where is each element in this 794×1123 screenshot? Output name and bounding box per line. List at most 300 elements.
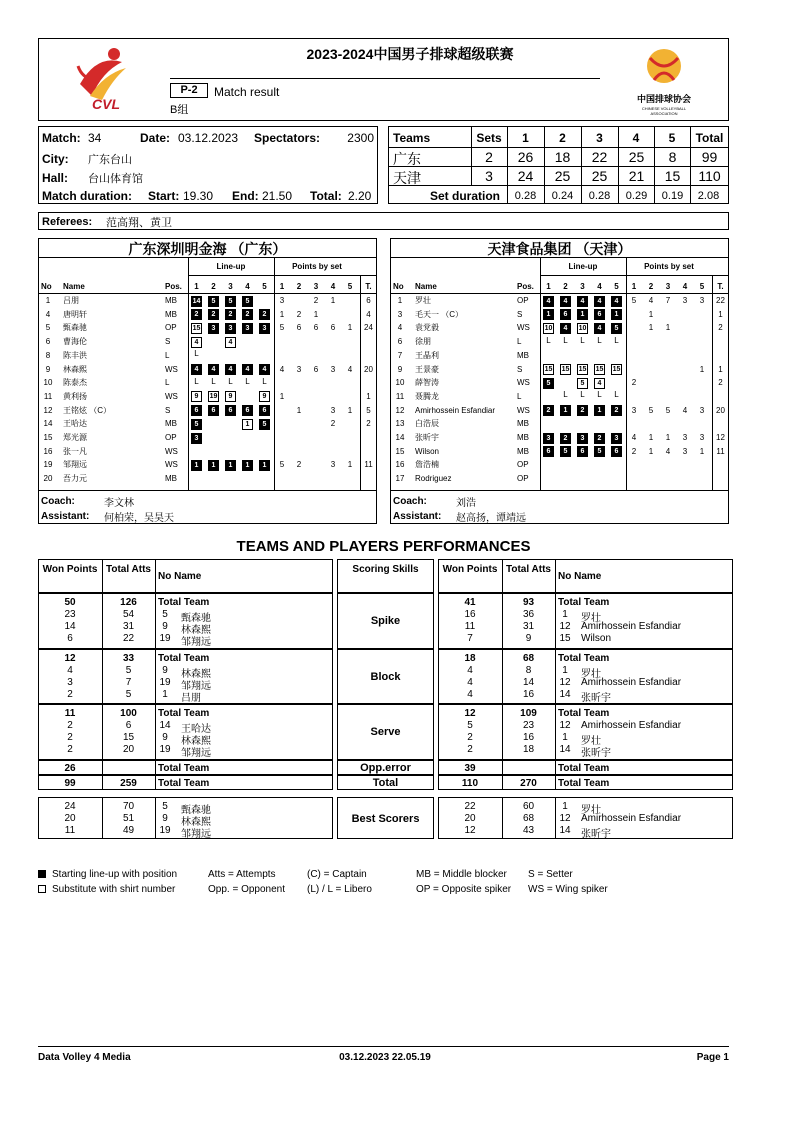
won-header: Won Points <box>442 564 498 575</box>
lineup-cell: 15 <box>192 324 201 332</box>
coach-name: 李文林 <box>104 498 134 509</box>
player-number: 6 <box>45 337 51 347</box>
player-name: 甄森驰 <box>63 323 87 333</box>
player-no: 19 <box>159 676 171 688</box>
lineup-cell: 3 <box>208 323 219 334</box>
score-h-5: 5 <box>668 131 676 145</box>
points-header: Points by set <box>644 262 694 271</box>
total-atts: 23 <box>522 720 535 731</box>
set-points: 3 <box>330 364 336 374</box>
lineup-cell: 4 <box>191 337 202 348</box>
assistant-label: Assistant: <box>393 511 442 522</box>
score-line-3 <box>388 185 729 186</box>
col-pos: Pos. <box>517 282 534 291</box>
lineup-cell: L <box>245 376 250 386</box>
player-position: L <box>517 337 522 347</box>
total-atts: 8 <box>525 664 532 676</box>
match-number-label: Match: <box>42 131 81 145</box>
lineup-cell: 2 <box>191 309 202 320</box>
set-duration: 0.28 <box>588 190 611 202</box>
points-set-header: 1 <box>279 282 285 291</box>
player-number: 7 <box>397 350 403 360</box>
player-no: 12 <box>559 813 571 824</box>
player-no: 14 <box>559 825 571 836</box>
total-atts: 54 <box>122 609 135 620</box>
player-name: 林森熙 <box>181 668 211 680</box>
lineup-cell: L <box>228 376 233 386</box>
player-position: WS <box>517 405 530 415</box>
player-name: Amirhossein Esfandiar <box>581 813 682 824</box>
player-position: S <box>165 405 171 415</box>
score-set-points: 21 <box>628 168 645 184</box>
lineup-cell: 5 <box>611 323 622 334</box>
header-line <box>390 293 729 294</box>
total-atts: 33 <box>122 652 135 664</box>
set-points: 3 <box>682 296 688 305</box>
player-position: WS <box>165 391 178 401</box>
cvl-logo <box>72 44 132 114</box>
perf-opp-div1 <box>502 760 503 775</box>
set-points: 6 <box>330 323 336 333</box>
player-name: Wilson <box>415 446 440 456</box>
city-label: City: <box>42 152 69 166</box>
player-number: 12 <box>395 405 405 415</box>
set-points: 3 <box>682 433 688 442</box>
player-total: 20 <box>364 364 373 374</box>
player-no: 15 <box>559 633 571 644</box>
score-h-2: 2 <box>559 131 566 145</box>
set-points: 3 <box>699 296 705 305</box>
player-name: Amirhossein Esfandiar <box>581 676 682 688</box>
won-points: 12 <box>464 708 476 719</box>
player-number: 10 <box>395 378 405 388</box>
lineup-cell: 2 <box>594 433 605 444</box>
player-position: MB <box>165 419 177 429</box>
player-total: 2 <box>366 419 371 429</box>
set-points: 2 <box>330 419 336 429</box>
player-total: 1 <box>718 364 723 374</box>
lineup-cell: 10 <box>578 324 587 332</box>
lineup-cell: 2 <box>225 309 236 320</box>
player-no: 5 <box>162 609 168 620</box>
player-total: 22 <box>716 296 725 305</box>
total-atts: 5 <box>125 688 132 700</box>
footer-center: 03.12.2023 22.05.19 <box>339 1052 431 1063</box>
player-name: Total Team <box>558 597 610 608</box>
lineup-cell: 6 <box>611 446 622 457</box>
lineup-cell: 15 <box>612 366 621 373</box>
page-subtitle: Match result <box>214 85 280 99</box>
player-no: 12 <box>559 720 571 731</box>
player-position: L <box>517 391 522 401</box>
player-no: 1 <box>562 664 568 676</box>
player-number: 15 <box>43 433 53 442</box>
player-name: 唐明轩 <box>63 309 87 319</box>
player-total: 4 <box>366 309 371 319</box>
set-points: 4 <box>631 433 637 442</box>
total-divider <box>360 275 361 490</box>
won-points: 12 <box>464 825 476 836</box>
player-number: 10 <box>43 378 53 388</box>
total-atts: 7 <box>125 676 132 688</box>
player-total: 11 <box>364 460 373 470</box>
player-name: 王铭炫 （C） <box>63 405 111 415</box>
player-name: Amirhossein Esfandiar <box>581 621 682 632</box>
lineup-cell: 6 <box>259 405 270 416</box>
score-team-name: 广东 <box>393 151 421 167</box>
noname-header: No Name <box>558 571 602 582</box>
set-points: 7 <box>665 296 671 305</box>
set-points: 1 <box>279 391 285 401</box>
player-number: 15 <box>395 446 405 456</box>
player-position: OP <box>517 296 529 305</box>
team-name: 广东深圳明金海 （广东） <box>128 241 287 257</box>
lineup-cell: 9 <box>191 391 202 402</box>
perf-title: TEAMS AND PLAYERS PERFORMANCES <box>236 538 531 555</box>
title-underline <box>170 78 600 79</box>
set-points: 1 <box>347 323 353 333</box>
won-points: 4 <box>467 676 473 688</box>
set-points: 6 <box>313 364 319 374</box>
score-total: 99 <box>701 149 718 165</box>
player-position: WS <box>517 378 530 388</box>
player-name: 邹翔远 <box>181 748 211 759</box>
set-points: 1 <box>665 323 671 333</box>
player-name: Amirhossein Esfandiar <box>581 720 682 731</box>
lineup-cell: 3 <box>242 323 253 334</box>
points-set-header: 4 <box>330 282 336 291</box>
perf-opp-div1 <box>102 760 103 775</box>
lineup-cell: 2 <box>242 309 253 320</box>
player-no: 19 <box>159 633 171 644</box>
lineup-cell: 6 <box>208 405 219 416</box>
col-name: Name <box>63 282 85 291</box>
player-total: 6 <box>366 296 371 305</box>
set-duration: 0.19 <box>661 190 684 202</box>
player-no: 1 <box>162 688 168 700</box>
player-number: 19 <box>43 460 53 470</box>
score-set-points: 25 <box>591 168 608 184</box>
set-points: 3 <box>699 433 705 442</box>
player-no: 12 <box>559 621 571 632</box>
lineup-cell: 4 <box>543 296 554 307</box>
total-atts: 6 <box>125 720 132 731</box>
lineup-cell: 3 <box>577 433 588 444</box>
player-position: MB <box>165 474 177 484</box>
score-set-points: 15 <box>664 168 681 184</box>
lineup-cell: 19 <box>209 393 218 401</box>
player-name: 邹翔远 <box>181 637 211 648</box>
player-name: 曹海伦 <box>63 337 87 347</box>
set-points: 5 <box>665 405 671 415</box>
legend-sub-marker <box>38 885 46 893</box>
total-atts: 70 <box>122 801 135 812</box>
lineup-cell: L <box>563 390 568 400</box>
player-no: 12 <box>559 676 571 688</box>
lineup-cell: 15 <box>561 366 570 373</box>
player-name: 罗壮 <box>415 296 431 305</box>
total-atts: 270 <box>520 778 537 789</box>
player-number: 1 <box>45 296 51 305</box>
player-no: 9 <box>162 664 168 676</box>
player-number: 17 <box>395 474 405 484</box>
score-h-1: 1 <box>522 131 529 145</box>
set-points: 3 <box>330 460 336 470</box>
end-label: End: <box>232 189 259 203</box>
set-points: 5 <box>279 460 285 470</box>
lineup-set-header: 1 <box>194 282 199 291</box>
player-position: OP <box>165 323 177 333</box>
lineup-cell: 1 <box>594 405 605 416</box>
skill-label: Spike <box>370 615 401 627</box>
player-total: 12 <box>716 433 725 442</box>
won-points: 4 <box>467 688 473 700</box>
lineup-cell: 4 <box>225 364 236 375</box>
atts-header: Total Atts <box>506 564 551 575</box>
total-atts: 259 <box>120 778 137 789</box>
set-points: 4 <box>665 446 671 456</box>
player-position: MB <box>517 350 529 360</box>
won-points: 5 <box>467 720 473 731</box>
coach-name: 刘浩 <box>456 498 476 509</box>
legend-mb: MB = Middle blocker <box>416 869 507 880</box>
lineup-cell: 2 <box>560 433 571 444</box>
lineup-cell: 3 <box>225 323 236 334</box>
won-points: 11 <box>64 708 76 719</box>
player-position: S <box>165 337 171 347</box>
set-points: 1 <box>279 309 285 319</box>
score-h-total: Total <box>695 131 724 145</box>
lineup-cell: L <box>211 376 216 386</box>
player-position: MB <box>517 419 529 429</box>
lineup-cell: 14 <box>192 297 201 305</box>
player-name: Total Team <box>558 652 610 664</box>
lineup-cell: 5 <box>191 419 202 430</box>
player-name: 陈丰洪 <box>63 350 87 360</box>
lineup-set-header: 5 <box>262 282 267 291</box>
set-points: 1 <box>330 296 336 305</box>
won-points: 2 <box>67 720 73 731</box>
player-total: 1 <box>718 309 723 319</box>
player-name: 邹翔远 <box>181 829 211 840</box>
skill-label: Serve <box>370 726 401 738</box>
won-points: 16 <box>464 609 476 620</box>
legend-cap: (C) = Captain <box>307 869 367 880</box>
set-points: 5 <box>279 323 285 333</box>
lineup-cell: 4 <box>594 378 605 389</box>
lineup-cell: 4 <box>259 364 270 375</box>
col-total: T. <box>365 282 372 291</box>
won-points: 2 <box>467 732 473 743</box>
team-name: 天津食品集团 （天津） <box>487 241 632 257</box>
set-points: 3 <box>699 405 705 415</box>
lineup-cell: 1 <box>225 460 236 471</box>
lineup-cell: 5 <box>242 296 253 307</box>
lineup-cell: 5 <box>208 296 219 307</box>
set-points: 1 <box>699 446 705 456</box>
col-no: No <box>393 282 404 291</box>
lineup-cell: 15 <box>595 366 604 373</box>
player-position: OP <box>517 474 529 484</box>
lineup-cell: 5 <box>259 419 270 430</box>
coach-line <box>390 490 729 491</box>
player-position: MB <box>165 309 177 319</box>
skill-label: Block <box>370 670 401 683</box>
lineup-set-header: 3 <box>228 282 233 291</box>
player-number: 11 <box>395 391 405 401</box>
lineup-cell: 2 <box>208 309 219 320</box>
skill-label: Opp.error <box>360 762 411 774</box>
subheader-line <box>540 275 729 276</box>
score-set-points: 18 <box>554 149 571 165</box>
player-no: 1 <box>562 801 568 812</box>
total-atts: 49 <box>122 825 135 836</box>
player-number: 13 <box>395 419 405 429</box>
legend-ws: WS = Wing spiker <box>528 884 608 895</box>
total-atts: 43 <box>522 825 535 836</box>
player-position: L <box>165 378 170 388</box>
player-total: 24 <box>364 323 373 333</box>
total-atts: 126 <box>120 597 137 608</box>
set-points: 1 <box>313 309 319 319</box>
lineup-cell: 5 <box>577 378 588 389</box>
lineup-cell: 9 <box>259 391 270 402</box>
player-number: 9 <box>45 364 51 374</box>
lineup-set-header: 4 <box>245 282 250 291</box>
lineup-cell: 1 <box>242 460 253 471</box>
set-duration: 2.08 <box>697 190 720 202</box>
player-position: MB <box>517 446 529 456</box>
points-set-header: 5 <box>699 282 705 291</box>
set-points: 3 <box>330 405 336 415</box>
spectators: 2300 <box>347 131 374 145</box>
won-points: 26 <box>64 763 76 774</box>
player-total: 5 <box>366 405 371 415</box>
points-set-header: 2 <box>296 282 302 291</box>
skill-label: Best Scorers <box>351 813 420 825</box>
won-points: 24 <box>64 801 76 812</box>
set-points: 2 <box>296 309 302 319</box>
player-name: 罗壮 <box>581 613 601 624</box>
set-duration: 0.29 <box>625 190 648 202</box>
player-no: 9 <box>162 621 168 632</box>
points-divider <box>626 257 627 490</box>
set-points: 1 <box>648 446 654 456</box>
lineup-cell: L <box>580 390 585 400</box>
player-position: MB <box>517 433 529 442</box>
perf-header-div2 <box>155 559 156 593</box>
lineup-cell: L <box>614 335 619 345</box>
lineup-cell: 2 <box>259 309 270 320</box>
player-name: 罗壮 <box>581 805 601 816</box>
lineup-cell: 1 <box>560 405 571 416</box>
player-name: 詹浩楠 <box>415 460 439 470</box>
footer-right: Page 1 <box>696 1052 729 1063</box>
lineup-set-header: 4 <box>597 282 602 291</box>
lineup-cell: 4 <box>611 296 622 307</box>
player-position: OP <box>165 433 177 442</box>
points-set-header: 4 <box>682 282 688 291</box>
player-number: 4 <box>45 309 51 319</box>
assistant-label: Assistant: <box>41 511 90 522</box>
coach-label: Coach: <box>41 496 75 507</box>
player-name: 张昕宇 <box>581 692 611 704</box>
lineup-cell: 5 <box>543 378 554 389</box>
player-position: S <box>517 309 523 319</box>
perf-header-div2 <box>555 559 556 593</box>
subheader-line <box>188 275 377 276</box>
referees-label: Referees: <box>42 216 93 228</box>
lineup-cell: 4 <box>594 296 605 307</box>
player-no: 1 <box>562 609 568 620</box>
total-atts: 14 <box>522 676 535 688</box>
set-points: 5 <box>631 296 637 305</box>
player-name: Total Team <box>158 597 210 608</box>
lineup-cell: L <box>194 376 199 386</box>
player-name: Total Team <box>158 708 210 719</box>
lineup-set-header: 1 <box>546 282 551 291</box>
score-set-points: 8 <box>668 149 677 165</box>
player-number: 4 <box>397 323 403 333</box>
lineup-cell: 5 <box>560 446 571 457</box>
score-sets: 3 <box>485 168 493 184</box>
won-points: 2 <box>467 744 473 755</box>
won-points: 12 <box>64 652 76 664</box>
player-number: 6 <box>397 337 403 347</box>
player-number: 5 <box>45 323 51 333</box>
end-time: 21.50 <box>262 189 293 203</box>
won-points: 11 <box>64 825 76 836</box>
player-name: 林森熙 <box>63 364 87 374</box>
skills-header: Scoring Skills <box>352 564 419 575</box>
player-number: 9 <box>397 364 403 374</box>
set-points: 1 <box>347 405 353 415</box>
lineup-cell: 1 <box>259 460 270 471</box>
player-name: Total Team <box>558 708 610 719</box>
lineup-cell: L <box>194 349 199 359</box>
player-name: Total Team <box>158 763 210 774</box>
player-name: 林森熙 <box>181 817 211 828</box>
points-header: Points by set <box>292 262 342 271</box>
total-atts: 51 <box>122 813 135 824</box>
lineup-cell: L <box>580 335 585 345</box>
player-name: Total Team <box>558 763 610 774</box>
total-atts: 31 <box>122 621 135 632</box>
score-team-name: 天津 <box>393 170 421 186</box>
duration-label: Match duration: <box>42 189 132 203</box>
player-number: 8 <box>45 350 51 360</box>
total-atts: 109 <box>520 708 537 719</box>
total-atts: 20 <box>122 744 135 755</box>
match-number: 34 <box>88 131 102 145</box>
lineup-header: Line-up <box>216 262 246 271</box>
set-points: 1 <box>648 309 654 319</box>
player-total: 20 <box>716 405 725 415</box>
perf-opp-div2 <box>155 760 156 775</box>
player-total: 2 <box>718 378 723 388</box>
start-label: Start: <box>148 189 180 203</box>
score-set-points: 25 <box>628 149 645 165</box>
won-points: 22 <box>464 801 476 812</box>
lineup-cell: 1 <box>191 460 202 471</box>
player-name: Total Team <box>558 778 610 789</box>
set-duration: 0.28 <box>514 190 537 202</box>
points-set-header: 1 <box>631 282 637 291</box>
player-name: 郑光源 <box>63 433 87 442</box>
lineup-cell: 4 <box>191 364 202 375</box>
lineup-cell: 9 <box>225 391 236 402</box>
player-name: 袁党毅 <box>415 323 439 333</box>
